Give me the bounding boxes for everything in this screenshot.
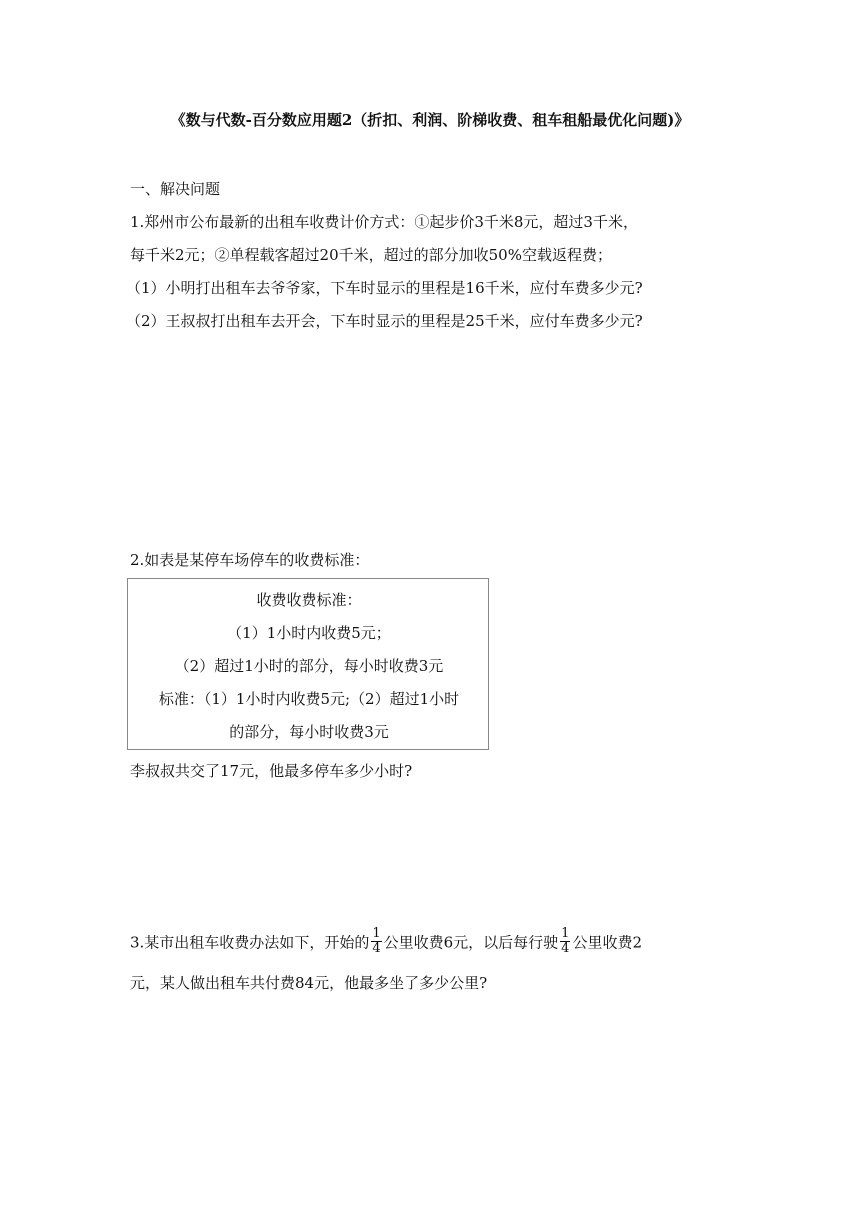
q3-text-c: 公里收费2 bbox=[572, 933, 642, 952]
q1-sub-question-2: （2）王叔叔打出租车去开会，下车时显示的里程是25千米，应付车费多少元? bbox=[126, 312, 643, 330]
q2-question: 李叔叔共交了17元，他最多停车多少小时? bbox=[130, 762, 413, 780]
document-title: 《数与代数-百分数应用题2（折扣、利润、阶梯收费、租车租船最优化问题)》 bbox=[170, 111, 690, 129]
fraction-denominator: 4 bbox=[372, 941, 381, 956]
fraction-numerator: 1 bbox=[561, 926, 570, 941]
q1-line-2: 每千米2元；②单程载客超过20千米，超过的部分加收50%空载返程费； bbox=[130, 246, 612, 264]
fee-box-line-5: 的部分，每小时收费3元 bbox=[229, 723, 389, 741]
q3-text-b: 公里收费6元，以后每行驶 bbox=[383, 933, 559, 952]
q3-text-a: 3.某市出租车收费办法如下，开始的 bbox=[130, 933, 370, 952]
fraction-denominator: 4 bbox=[561, 941, 570, 956]
q1-line-1: 1.郑州市公布最新的出租车收费计价方式：①起步价3千米8元，超过3千米， bbox=[130, 213, 638, 231]
q3-line-1 bbox=[130, 926, 642, 958]
fraction-numerator: 1 bbox=[372, 926, 381, 941]
fee-box-line-4: 标准：（1）1小时内收费5元;（2）超过1小时 bbox=[158, 690, 460, 708]
fee-box-line-1: 收费收费标准： bbox=[256, 591, 362, 609]
section-heading: 一、解决问题 bbox=[130, 180, 221, 198]
fee-box-line-2: （1）1小时内收费5元； bbox=[227, 624, 391, 642]
fraction-one-quarter-2 bbox=[560, 927, 570, 956]
fee-standard-table bbox=[127, 578, 489, 750]
q2-intro: 2.如表是某停车场停车的收费标准： bbox=[130, 551, 370, 569]
q1-sub-question-1: （1）小明打出租车去爷爷家，下车时显示的里程是16千米，应付车费多少元? bbox=[126, 279, 643, 297]
q3-line-2: 元，某人做出租车共付费84元，他最多坐了多少公里? bbox=[130, 974, 488, 992]
fee-box-line-3: （2）超过1小时的部分，每小时收费3元 bbox=[174, 657, 444, 675]
fraction-one-quarter-1 bbox=[371, 927, 381, 956]
